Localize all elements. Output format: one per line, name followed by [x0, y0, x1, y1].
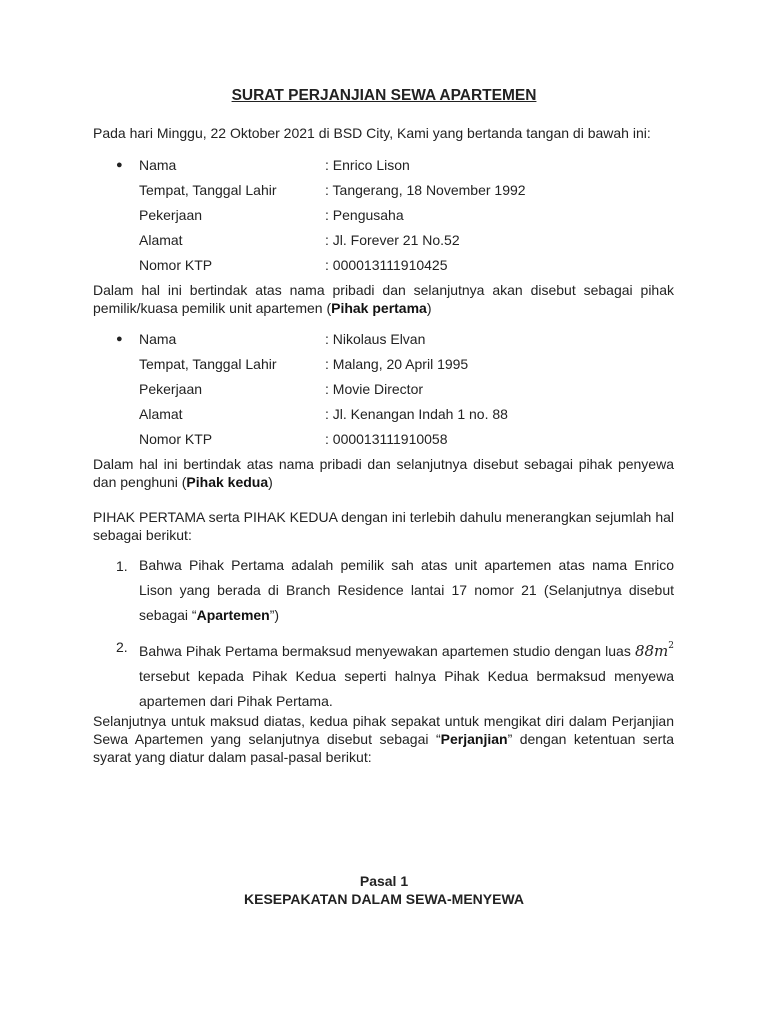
party1-description: Dalam hal ini bertindak atas nama pribadi dan selanjutnya akan disebut sebagai pihak pemilik/kuasa pemilik unit apartemen (Pihak pertama): [93, 282, 674, 316]
closing-paragraph: Selanjutnya untuk maksud diatas, kedua pihak sepakat untuk mengikat diri dalam Perjanjian Sewa Apartemen yang selanjutnya disebut sebagai “Perjanjian” dengan ketentuan serta syarat yang diatur dalam pasal-pasal berikut:: [93, 713, 674, 765]
party1-job-label: Pekerjaan: [139, 207, 203, 223]
pasal-number: Pasal 1: [359, 873, 409, 889]
party1-address-value: : Jl. Forever 21 No.52: [325, 232, 460, 248]
preamble-paragraph: PIHAK PERTAMA serta PIHAK KEDUA dengan ini terlebih dahulu menerangkan sejumlah hal sebagai berikut:: [93, 509, 674, 543]
party1-name-label: Nama: [139, 157, 177, 173]
bullet-icon: ●: [116, 333, 123, 345]
bullet-icon: ●: [116, 159, 123, 171]
party2-name-value: : Nikolaus Elvan: [325, 331, 426, 347]
party1-ktp-value: : 000013111910425: [325, 257, 448, 273]
party1-ktp-label: Nomor KTP: [139, 257, 213, 273]
intro-paragraph: Pada hari Minggu, 22 Oktober 2021 di BSD City, Kami yang bertanda tangan di bawah ini:: [93, 125, 651, 141]
item1-number: 1.: [116, 558, 128, 574]
party2-ktp-value: : 000013111910058: [325, 431, 448, 447]
party1-name-value: : Enrico Lison: [325, 157, 410, 173]
party2-description: Dalam hal ini bertindak atas nama pribadi dan selanjutnya disebut sebagai pihak penyewa dan penghuni (Pihak kedua): [93, 456, 674, 490]
party2-birth-label: Tempat, Tanggal Lahir: [139, 356, 277, 372]
party1-job-value: : Pengusaha: [325, 207, 404, 223]
pasal-heading: KESEPAKATAN DALAM SEWA-MENYEWA: [244, 891, 524, 907]
party2-job-value: : Movie Director: [325, 381, 424, 397]
item2-text: Bahwa Pihak Pertama bermaksud menyewakan apartemen studio dengan luas $88m^2$ tersebut kepada Pihak Kedua seperti halnya Pihak Kedua bermaksud menyewa apartemen dari Pihak Pertama.: [139, 641, 674, 709]
document-title: SURAT PERJANJIAN SEWA APARTEMEN: [231, 87, 537, 104]
item2-number: 2.: [116, 639, 128, 655]
party1-birth-label: Tempat, Tanggal Lahir: [139, 182, 277, 198]
party2-address-label: Alamat: [139, 406, 183, 422]
party2-birth-value: : Malang, 20 April 1995: [325, 356, 469, 372]
party2-ktp-label: Nomor KTP: [139, 431, 213, 447]
party1-address-label: Alamat: [139, 232, 183, 248]
party2-job-label: Pekerjaan: [139, 381, 203, 397]
party2-address-value: : Jl. Kenangan Indah 1 no. 88: [325, 406, 508, 422]
item1-text: Bahwa Pihak Pertama adalah pemilik sah atas unit apartemen atas nama Enrico Lison yang berada di Branch Residence lantai 17 nomor 21 (Selanjutnya disebut sebagai “Apartemen”): [139, 557, 674, 623]
party2-name-label: Nama: [139, 331, 177, 347]
party1-birth-value: : Tangerang, 18 November 1992: [325, 182, 526, 198]
area-value: $88m^2$: [634, 641, 674, 660]
